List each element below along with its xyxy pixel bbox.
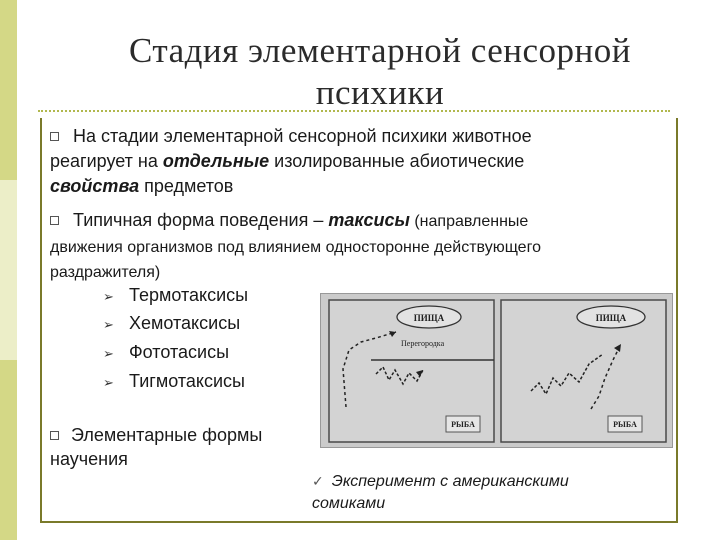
bullet-3 — [50, 423, 320, 471]
experiment-figure — [320, 293, 673, 448]
bullet-1-emphasis-1: отдельные — [162, 151, 270, 171]
bullet-3-line-1: Элементарные формы — [71, 425, 263, 445]
left-food-label: ПИЩА — [413, 313, 445, 323]
barrier-label: Перегородка — [401, 339, 445, 348]
title-line-2: психики — [315, 73, 445, 112]
square-bullet-icon — [50, 216, 59, 225]
left-decorative-band — [0, 0, 17, 540]
bullet-2-emphasis: таксисы — [328, 210, 410, 230]
slide-title — [40, 30, 720, 114]
checkmark-icon: ✓ — [312, 473, 324, 489]
band-segment — [0, 0, 17, 180]
bullet-1-text-c: изолированные абиотические — [269, 151, 525, 171]
bullet-2-line-2: движения организмов под влиянием односторонне действующего — [50, 239, 541, 256]
taxis-item — [103, 283, 248, 309]
arrow-bullet-icon: ➢ — [103, 375, 114, 390]
bullet-3-line-2: научения — [50, 449, 128, 469]
right-food-label: ПИЩА — [595, 313, 627, 323]
left-fish-label: РЫБА — [451, 420, 475, 429]
bullet-2-paren-start: (направленные — [409, 213, 529, 230]
arrow-bullet-icon: ➢ — [103, 289, 114, 304]
bullet-1 — [50, 124, 670, 199]
taxis-item — [103, 340, 229, 366]
bullet-1-text-d: предметов — [139, 176, 234, 196]
bullet-1-emphasis-2: свойства — [50, 176, 140, 196]
bullet-1-text-b: реагирует на — [50, 151, 163, 171]
taxis-item-label: Хемотаксисы — [129, 313, 241, 333]
square-bullet-icon — [50, 132, 59, 141]
taxis-item — [103, 311, 240, 337]
band-segment — [0, 360, 17, 540]
taxis-item-label: Термотаксисы — [129, 285, 249, 305]
title-line-1: Стадия элементарной сенсорной — [128, 31, 632, 70]
bullet-1-text-a: На стадии элементарной сенсорной психики животное — [73, 126, 532, 146]
bullet-2-line-3: раздражителя) — [50, 264, 161, 281]
experiment-diagram — [321, 294, 672, 447]
arrow-bullet-icon: ➢ — [103, 317, 114, 332]
caption-line-2: сомиками — [312, 495, 386, 512]
taxis-item-label: Тигмотаксисы — [129, 371, 245, 391]
right-fish-label: РЫБА — [613, 420, 637, 429]
taxis-item — [103, 369, 245, 395]
bullet-2-text-a: Типичная форма поведения – — [73, 210, 329, 230]
arrow-bullet-icon: ➢ — [103, 346, 114, 361]
bullet-2 — [50, 208, 690, 284]
caption-line-1: Эксперимент с американскими — [331, 473, 569, 490]
title-divider — [38, 110, 670, 112]
figure-caption — [312, 470, 652, 515]
band-segment — [0, 180, 17, 360]
square-bullet-icon — [50, 431, 59, 440]
taxis-item-label: Фототасисы — [129, 342, 230, 362]
